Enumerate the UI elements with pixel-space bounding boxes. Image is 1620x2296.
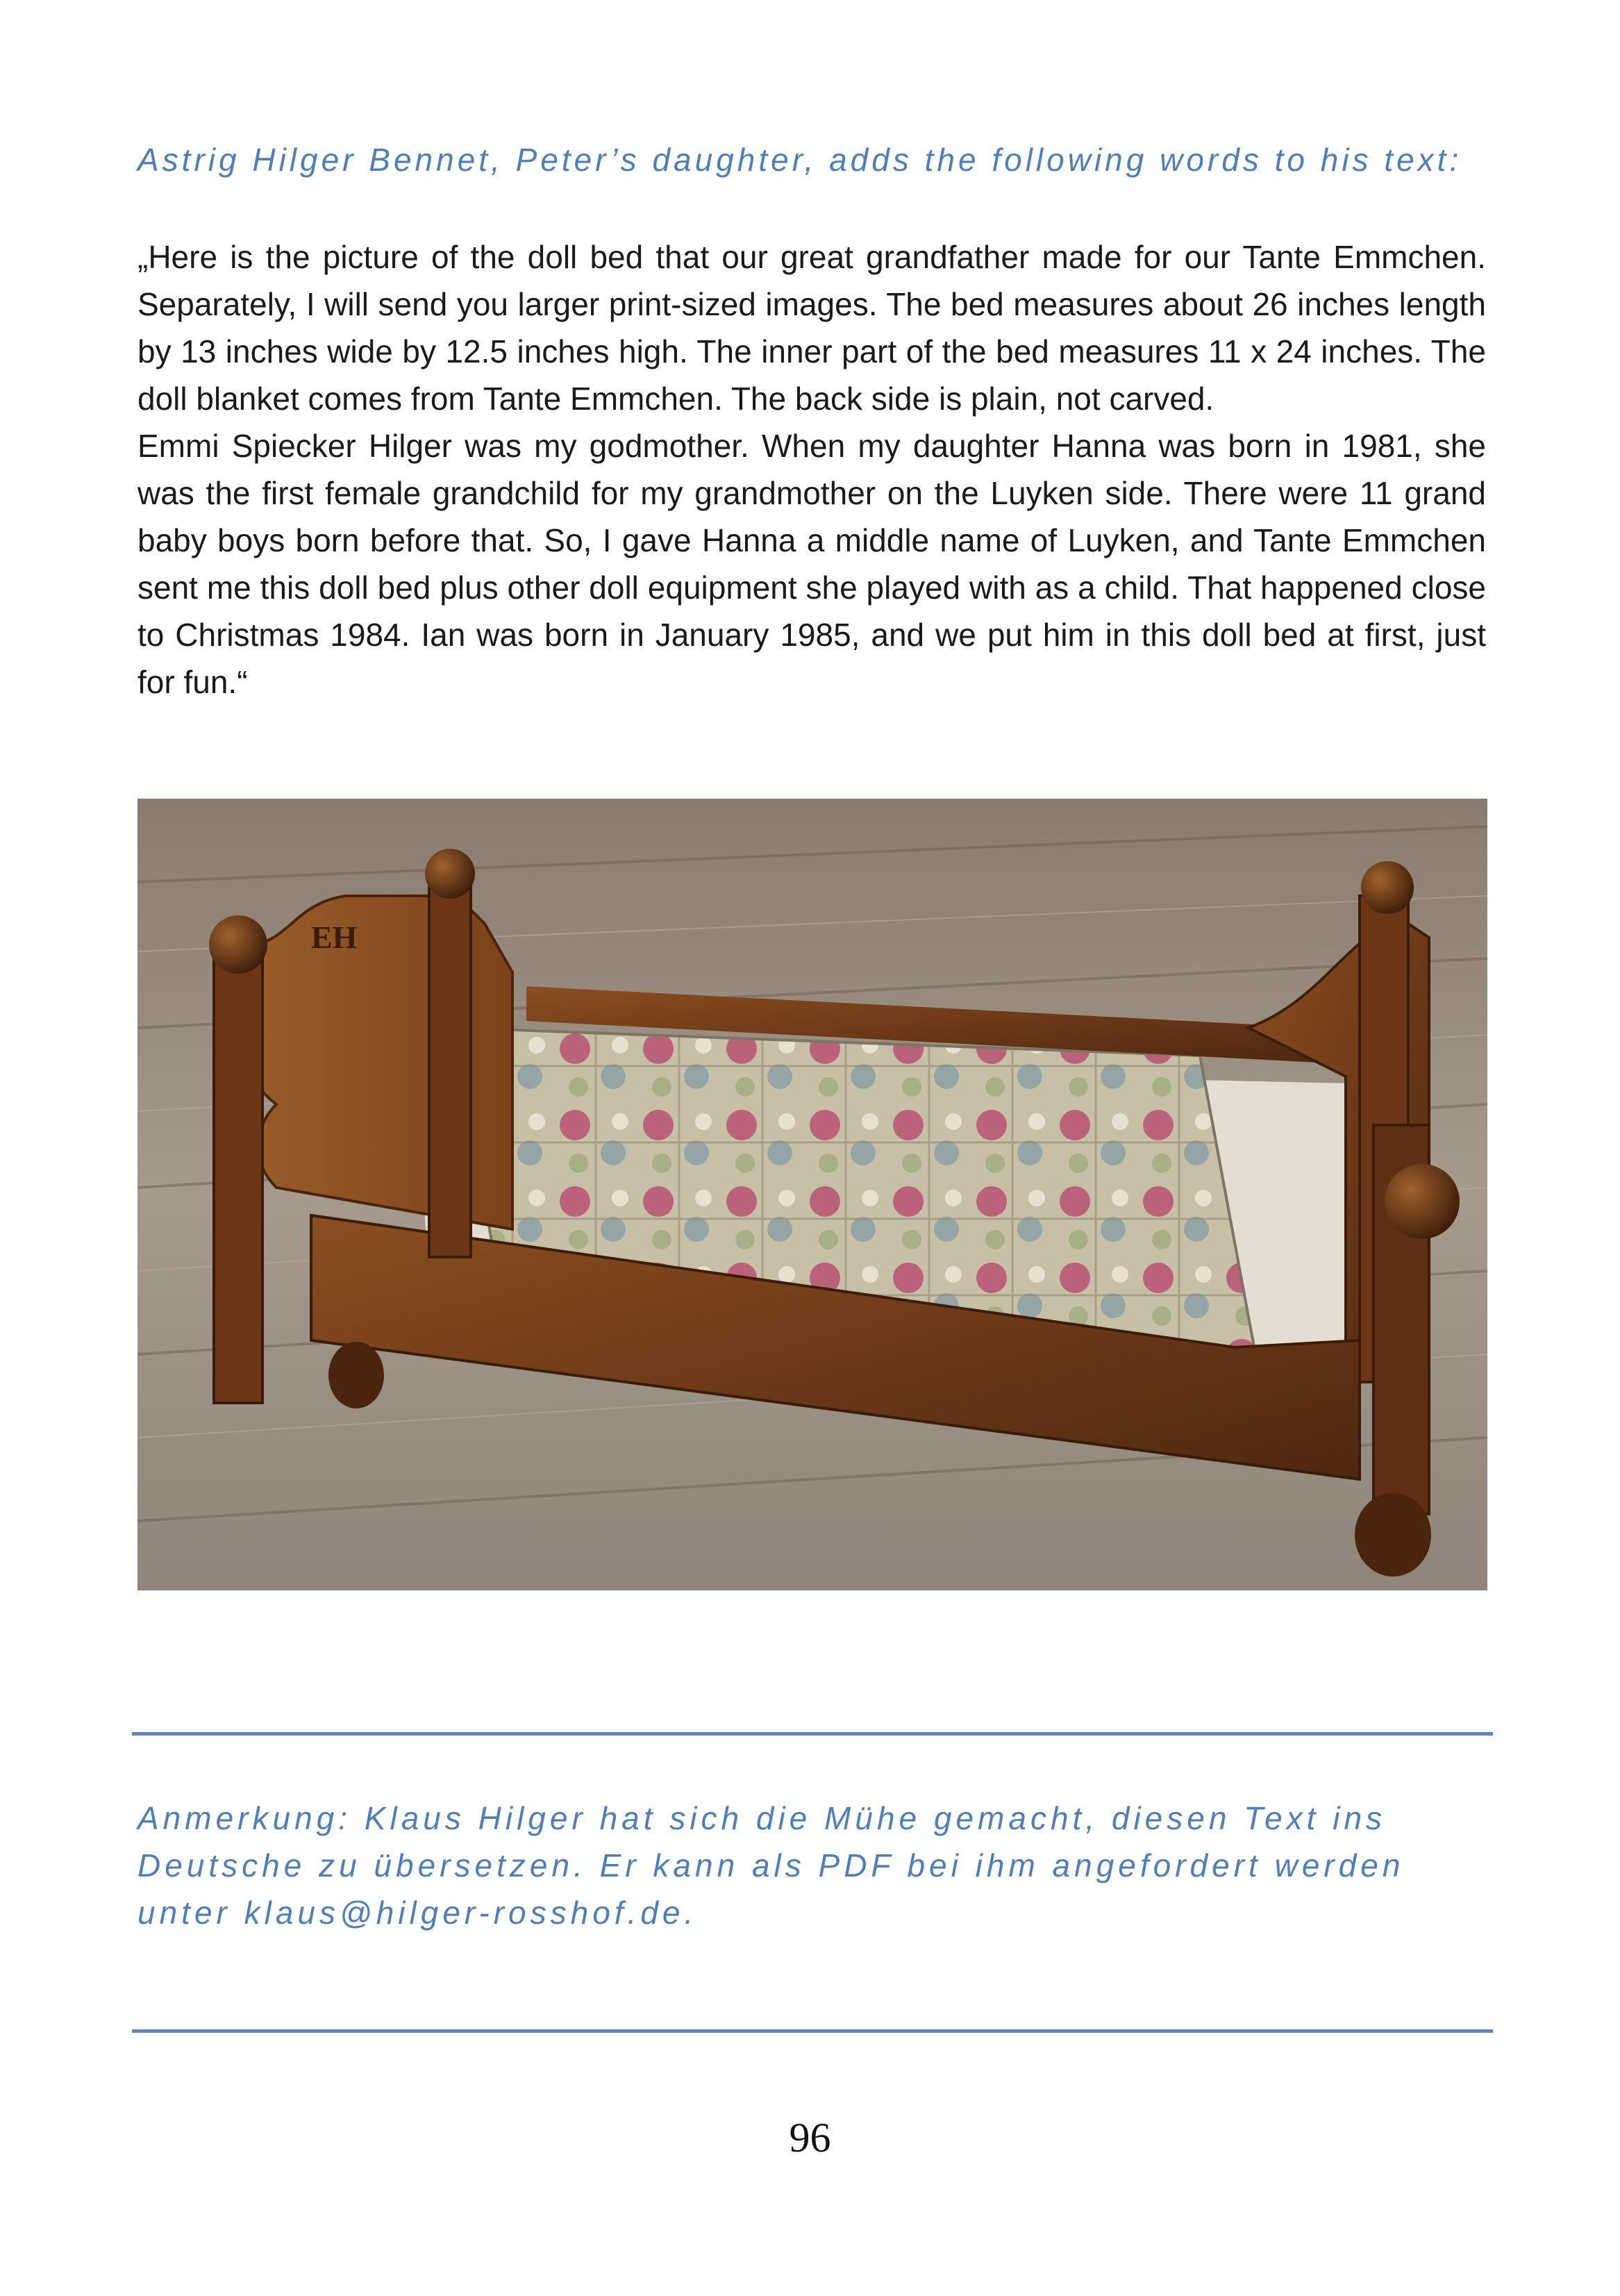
carved-initials: EH [311,920,358,955]
divider-rule-bottom [132,2029,1493,2033]
letter-paragraph-2: Emmi Spiecker Hilger was my godmother. When my daughter Hanna was born in 1981, she was the first female grandchild for my grandmother on the Luyken side. There were 11 grand baby boys born before that. So, I gave Hanna a middle name of Luyken, and Tante Emmchen sent me this doll bed plus other doll equipment she played with as a child. That happened close to Christmas 1984. Ian was born in January 1985, and we put him in this doll bed at first, just for fun.“ [137,428,1486,700]
letter-paragraph-1: „Here is the picture of the doll bed that our great grandfather made for our Tante Emmchen. Separately, I will send you larger print-sized images. The bed measures about 26 inches length by 13 inches wide by 12.5 inches high. The inner part of the bed measures 11 x 24 inches. The doll blanket comes from Tante Emmchen. The back side is plain, not carved. [137,239,1486,417]
quoted-letter [137,233,1486,706]
translation-note: Anmerkung: Klaus Hilger hat sich die Mühe gemacht, diesen Text ins Deutsche zu übersetzen. Er kann als PDF bei ihm angefordert werden unter klaus@hilger-rosshof.de. [137,1800,1405,1931]
doll-bed-photo [137,799,1487,1590]
page-number: 96 [789,2115,831,2161]
divider-rule-top [132,1732,1493,1736]
intro-caption: Astrig Hilger Bennet, Peter’s daughter, adds the following words to his text: [137,142,1462,178]
